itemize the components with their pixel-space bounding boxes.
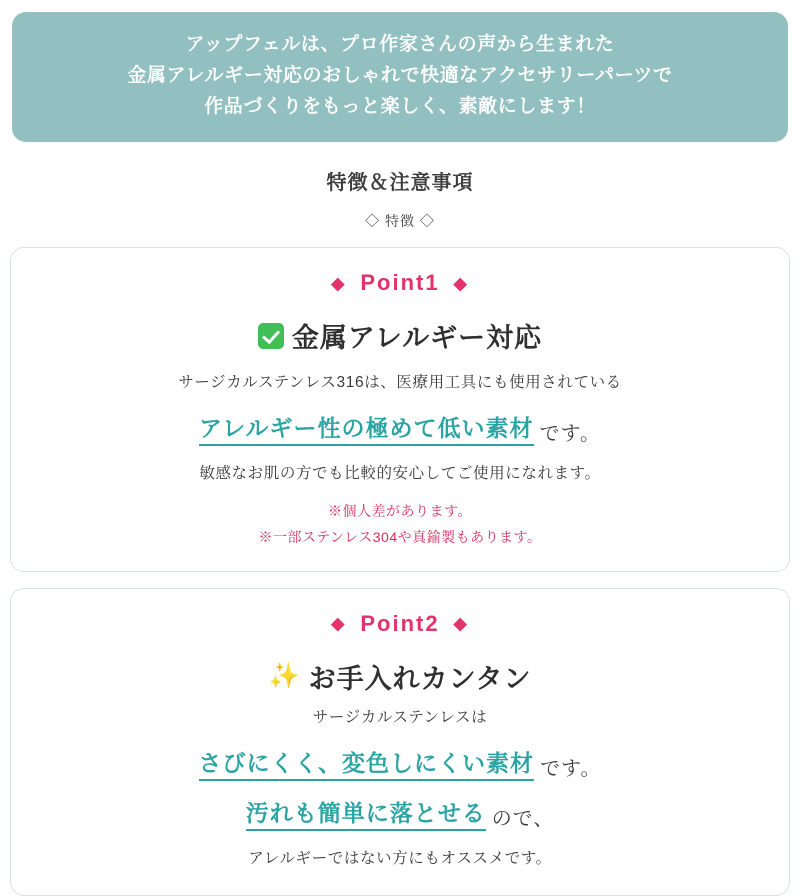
point-1-note-1: ※個人差があります。 [328, 502, 472, 519]
point-1-emphasis-suffix: です。 [539, 423, 601, 446]
point-2-body-2: アレルギーではない方にもオススメです。 [248, 849, 552, 867]
point-2-emphasis-2-suffix: ので、 [491, 807, 555, 830]
hero-line-3: 作品づくりをもっと楽しく、素敵にします！ [204, 95, 596, 117]
point-2-label: Point2 [360, 610, 440, 636]
point-2-emphasis-1: さびにくく、変色しにくい素材 [199, 745, 535, 781]
point-2-label-row [31, 611, 769, 637]
point-card-2 [10, 588, 790, 896]
green-check-icon [258, 323, 284, 349]
point-1-emphasis: アレルギー性の極めて低い素材 [199, 410, 534, 446]
point-card-1 [10, 247, 790, 572]
point-1-body-2: 敏感なお肌の方でも比較的安心してご使用になれます。 [199, 465, 601, 483]
point-1-label: Point1 [360, 270, 440, 296]
section-subtitle: ◇ 特徴 ◇ [365, 213, 435, 230]
diamond-left-icon: ◆ [331, 614, 347, 634]
page-root [0, 12, 800, 867]
hero-line-1: アップフェルは、プロ作家さんの声から生まれた [185, 34, 615, 55]
hero-banner [12, 12, 788, 142]
point-2-emphasis-2: 汚れも簡単に落とせる [246, 795, 486, 831]
point-2-heading-row [31, 657, 769, 696]
section-title: 特徴＆注意事項 [326, 172, 474, 195]
point-1-heading-row [31, 316, 769, 355]
diamond-right-icon: ◆ [453, 614, 469, 634]
point-2-emphasis-row-2 [31, 795, 769, 831]
point-2-body-1: サージカルステンレスは [312, 708, 488, 726]
point-2-emphasis-row-1 [31, 745, 769, 781]
point-2-emphasis-1-suffix: です。 [540, 757, 602, 780]
point-1-note-2: ※一部ステンレス304や真鍮製もあります。 [258, 528, 542, 545]
diamond-right-icon: ◆ [453, 273, 469, 293]
point-2-heading: お手入れカンタン [308, 663, 532, 694]
hero-line-2: 金属アレルギー対応のおしゃれで快適なアクセサリーパーツで [127, 64, 673, 86]
point-1-label-row [31, 270, 769, 296]
point-1-emphasis-row [31, 410, 769, 446]
point-1-body-1: サージカルステンレス316は、医療用工具にも使用されている [178, 374, 622, 392]
diamond-left-icon: ◆ [331, 273, 347, 293]
point-1-heading: 金属アレルギー対応 [291, 323, 543, 354]
sparkles-icon: ✨ [268, 661, 301, 690]
